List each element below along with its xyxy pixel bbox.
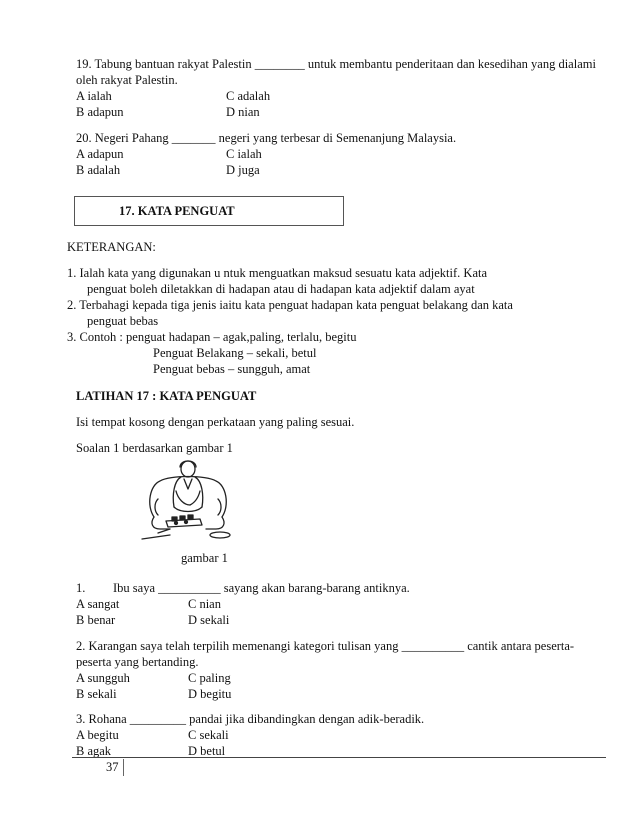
keterangan-item-3: 3. Contoh : penguat hadapan – agak,paling, terlalu, begitu	[67, 330, 357, 344]
figure-caption: gambar 1	[181, 551, 228, 565]
footer-rule	[72, 757, 606, 758]
q20-option-a: A adapun	[76, 147, 124, 161]
q19-option-a: A ialah	[76, 89, 112, 103]
q19-text-cont: oleh rakyat Palestin.	[76, 73, 178, 87]
q19-option-c: C adalah	[226, 89, 271, 103]
figure-gambar-1	[140, 455, 236, 543]
latihan-title: LATIHAN 17 : KATA PENGUAT	[76, 389, 257, 403]
q20-option-b: B adalah	[76, 163, 121, 177]
keterangan-item-2: 2. Terbahagi kepada tiga jenis iaitu kata penguat hadapan kata penguat belakang dan kata	[67, 298, 513, 312]
q1-number: 1.	[76, 581, 86, 595]
section-title-box	[74, 196, 344, 226]
q1-option-a: A sangat	[76, 597, 120, 611]
q3-option-b: B agak	[76, 744, 112, 758]
q20-option-c: C ialah	[226, 147, 262, 161]
q1-option-c: C nian	[188, 597, 221, 611]
q2-text: 2. Karangan saya telah terpilih memenangi kategori tulisan yang __________ cantik antara peserta-	[76, 639, 575, 653]
keterangan-item-1: 1. Ialah kata yang digunakan u ntuk menguatkan maksud sesuatu kata adjektif. Kata	[67, 266, 488, 280]
keterangan-item-3-bebas: Penguat bebas – sungguh, amat	[153, 362, 311, 376]
q19-option-d: D nian	[226, 105, 260, 119]
q2-option-c: C paling	[188, 671, 231, 685]
keterangan-item-1-cont: penguat boleh diletakkan di hadapan atau di hadapan kata adjektif dalam ayat	[87, 282, 475, 296]
q1-option-d: D sekali	[188, 613, 230, 627]
page-number: 37	[106, 760, 119, 774]
q1-text: Ibu saya __________ sayang akan barang-barang antiknya.	[113, 581, 410, 595]
q3-option-d: D betul	[188, 744, 226, 758]
section-title: 17. KATA PENGUAT	[119, 204, 235, 218]
q2-option-b: B sekali	[76, 687, 117, 701]
q20-option-d: D juga	[226, 163, 260, 177]
q2-text-cont: peserta yang bertanding.	[76, 655, 199, 669]
q20-text: 20. Negeri Pahang _______ negeri yang terbesar di Semenanjung Malaysia.	[76, 131, 457, 145]
soalan-reference: Soalan 1 berdasarkan gambar 1	[76, 441, 233, 455]
latihan-instruction: Isi tempat kosong dengan perkataan yang paling sesuai.	[76, 415, 355, 429]
q3-option-c: C sekali	[188, 728, 229, 742]
q2-option-a: A sungguh	[76, 671, 130, 685]
keterangan-item-2-cont: penguat bebas	[87, 314, 159, 328]
q19-option-b: B adapun	[76, 105, 124, 119]
woman-in-armchair-illustration	[140, 455, 236, 543]
q3-option-a: A begitu	[76, 728, 119, 742]
q1-option-b: B benar	[76, 613, 116, 627]
q19-text: 19. Tabung bantuan rakyat Palestin ________ untuk membantu penderitaan dan kesedihan yang dialami	[76, 57, 596, 71]
footer-divider	[123, 759, 124, 776]
keterangan-item-3-belakang: Penguat Belakang – sekali, betul	[153, 346, 317, 360]
q2-option-d: D begitu	[188, 687, 232, 701]
q3-text: 3. Rohana _________ pandai jika dibandingkan dengan adik-beradik.	[76, 712, 425, 726]
keterangan-heading: KETERANGAN:	[67, 240, 156, 254]
